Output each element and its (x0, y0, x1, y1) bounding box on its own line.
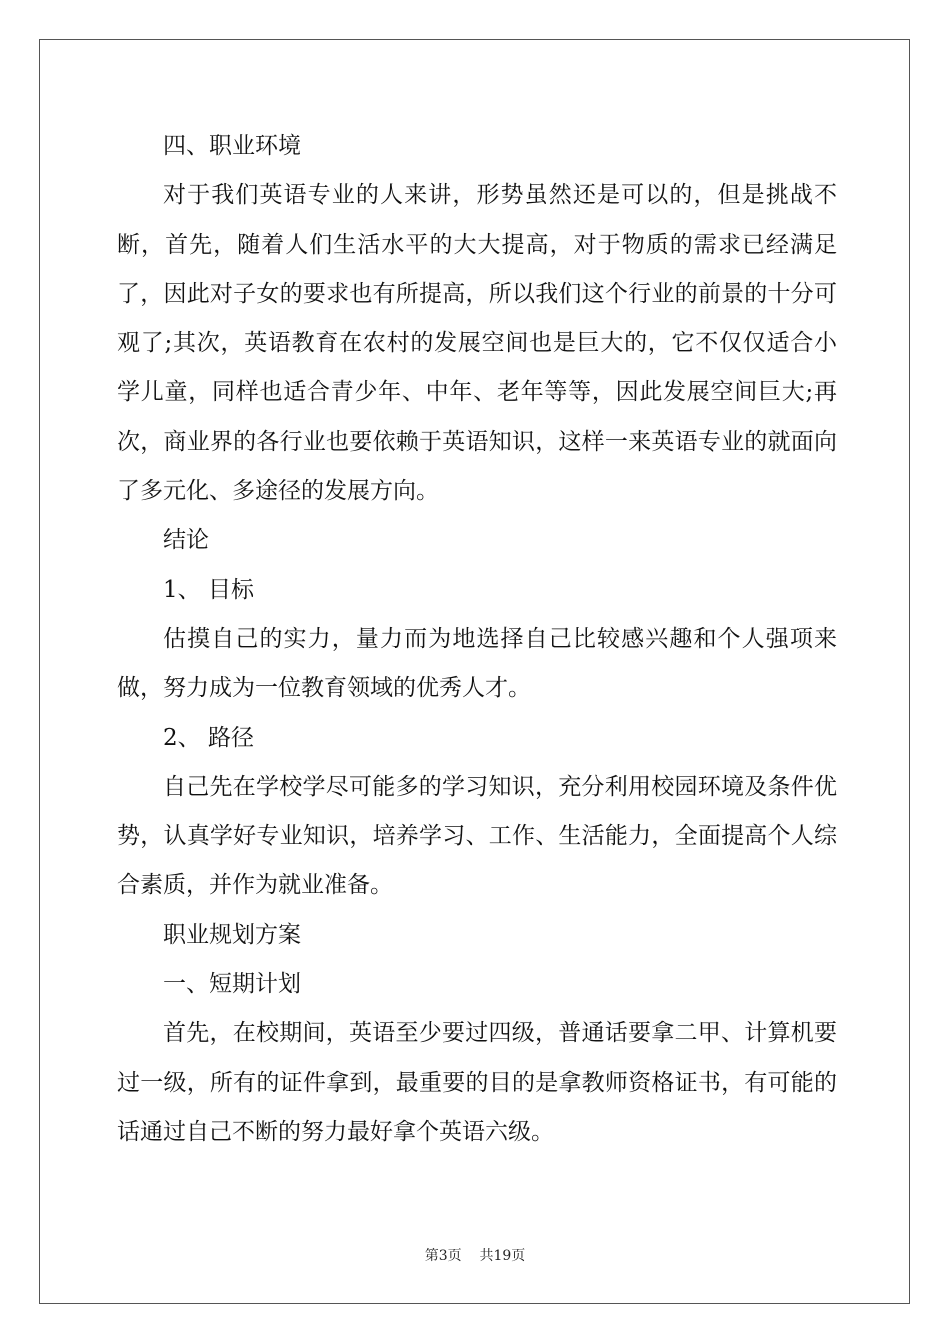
subheading-short-term-plan: 一、短期计划 (163, 971, 301, 998)
paragraph-career-environment: 对于我们英语专业的人来讲，形势虽然还是可以的，但是挑战不断，首先，随着人们生活水平的大大提高，对于物质的需求已经满足了，因此对子女的要求也有所提高，所以我们这个行业的前景的十分可观了;其次，英语教育在农村的发展空间也是巨大的，它不仅仅适合小学儿童，同样也适合青少年、中年、老年等等，因此发展空间巨大;再次，商业界的各行业也要依赖于英语知识，这样一来英语专业的就面向了多元化、多途径的发展方向。 (117, 182, 837, 505)
page-number: 第3页 (424, 1248, 462, 1264)
section-heading-career-environment: 四、职业环境 (163, 133, 301, 159)
paragraph-short-term-plan: 首先，在校期间，英语至少要过四级，普通话要拿二甲、计算机要过一级，所有的证件拿到，最重要的目的是拿教师资格证书，有可能的话通过自己不断的努力最好拿个英语六级。 (117, 1020, 837, 1145)
page-footer (0, 1245, 950, 1265)
document-body (117, 122, 837, 1157)
paragraph-goal: 估摸自己的实力，量力而为地选择自己比较感兴趣和个人强项来做，努力成为一位教育领域的优秀人才。 (117, 625, 837, 702)
paragraph-path: 自己先在学校学尽可能多的学习知识，充分利用校园环境及条件优势，认真学好专业知识，培养学习、工作、生活能力，全面提高个人综合素质，并作为就业准备。 (117, 773, 837, 899)
page-total: 共19页 (479, 1248, 526, 1264)
section-heading-plan: 职业规划方案 (163, 921, 301, 948)
subheading-goal: 1、 目标 (163, 576, 254, 603)
subheading-path: 2、 路径 (163, 724, 254, 751)
section-heading-conclusion: 结论 (163, 527, 209, 554)
